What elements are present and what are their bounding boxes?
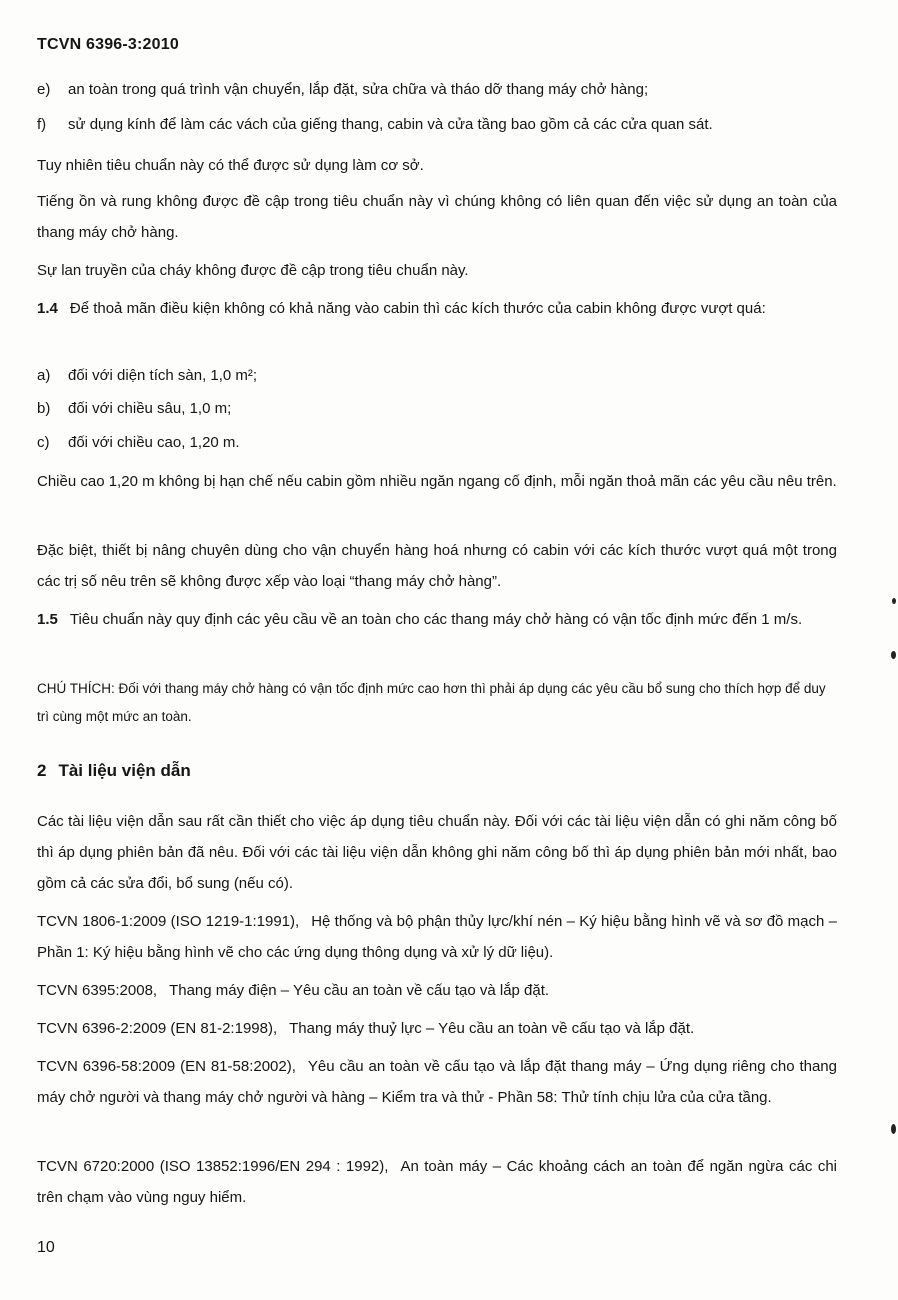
reference-item [37, 1013, 837, 1044]
reference-title: Thang máy thuỷ lực – Yêu cầu an toàn về cấu tạo và lắp đặt. [289, 1020, 695, 1037]
reference-item [37, 906, 837, 968]
reference-item [37, 1051, 837, 1113]
list-item-text: an toàn trong quá trình vận chuyển, lắp đặt, sửa chữa và tháo dỡ thang máy chở hàng; [68, 81, 649, 98]
list-item-text: đối với diện tích sàn, 1,0 m²; [68, 367, 258, 384]
list-item-e [37, 78, 648, 102]
clause-number: 1.5 [37, 611, 58, 628]
list-item-b [37, 397, 231, 421]
section-title: Tài liệu viện dẫn [58, 761, 191, 780]
paragraph-noise: Tiếng ồn và rung không được đề cập trong tiêu chuẩn này vì chúng không có liên quan đến việc sử dụng an toàn của thang máy chở hàng. [37, 193, 837, 241]
clause-number: 1.4 [37, 300, 58, 317]
section-number: 2 [37, 761, 47, 780]
reference-item [37, 975, 837, 1006]
reference-code: TCVN 6720:2000 (ISO 13852:1996/EN 294 : 1992), [37, 1158, 389, 1175]
clause-1-4 [37, 293, 837, 324]
section-heading [37, 761, 191, 781]
standard-code-header: TCVN 6396-3:2010 [37, 36, 179, 53]
clause-text: Tiêu chuẩn này quy định các yêu cầu về an toàn cho các thang máy chở hàng có vận tốc định mức đến 1 m/s. [69, 611, 803, 628]
list-item-label: e) [37, 81, 51, 98]
page-number: 10 [37, 1239, 55, 1256]
paragraph-fire: Sự lan truyền của cháy không được đề cập trong tiêu chuẩn này. [37, 262, 469, 279]
list-item-label: c) [37, 434, 50, 451]
reference-title: An toàn máy – Các khoảng cách an toàn để ngăn ngừa các chi trên chạm vào vùng nguy hiểm. [37, 1158, 837, 1206]
list-item-label: f) [37, 116, 47, 133]
scan-speck [891, 651, 896, 659]
scan-speck [892, 598, 896, 604]
list-item-label: a) [37, 367, 51, 384]
list-item-text: đối với chiều sâu, 1,0 m; [68, 400, 232, 417]
list-item-a [37, 364, 257, 388]
clause-text: Để thoả mãn điều kiện không có khả năng vào cabin thì các kích thước của cabin không được vượt quá: [69, 300, 766, 317]
list-item-label: b) [37, 400, 51, 417]
note-chu-thich: CHÚ THÍCH: Đối với thang máy chở hàng có vận tốc định mức cao hơn thì phải áp dụng các yêu cầu bổ sung cho thích hợp để duy trì cùng một mức an toàn. [37, 681, 826, 724]
reference-item [37, 1151, 837, 1213]
list-item-text: sử dụng kính để làm các vách của giếng thang, cabin và cửa tầng bao gồm cả các cửa quan sát. [68, 116, 713, 133]
paragraph-height-exception: Chiều cao 1,20 m không bị hạn chế nếu cabin gồm nhiều ngăn ngang cố định, mỗi ngăn thoả mãn các yêu cầu nêu trên. [37, 473, 837, 490]
reference-title: Hệ thống và bộ phận thủy lực/khí nén – Ký hiệu bằng hình vẽ và sơ đồ mạch – Phần 1: Ký hiệu bằng hình vẽ cho các ứng dụng thông dụng và xử lý dữ liệu). [37, 913, 837, 961]
reference-title: Yêu cầu an toàn về cấu tạo và lắp đặt thang máy – Ứng dụng riêng cho thang máy chở người và thang máy chở người và hàng – Kiểm tra và thử - Phần 58: Thử tính chịu lửa của cửa tầng. [37, 1058, 837, 1106]
reference-code: TCVN 6396-58:2009 (EN 81-58:2002), [37, 1058, 296, 1075]
reference-code: TCVN 6396-2:2009 (EN 81-2:1998), [37, 1020, 278, 1037]
clause-1-5 [37, 604, 837, 635]
section-intro: Các tài liệu viện dẫn sau rất cần thiết cho việc áp dụng tiêu chuẩn này. Đối với các tài liệu viện dẫn có ghi năm công bố thì áp dụng phiên bản đã nêu. Đối với các tài liệu viện dẫn không ghi năm công bố thì áp dụng phiên bản mới nhất, bao gồm cả các sửa đổi, bổ sung (nếu có). [37, 813, 837, 892]
paragraph-however: Tuy nhiên tiêu chuẩn này có thể được sử dụng làm cơ sở. [37, 157, 424, 174]
scan-speck [891, 1124, 896, 1134]
list-item-c [37, 431, 240, 455]
reference-title: Thang máy điện – Yêu cầu an toàn về cấu tạo và lắp đặt. [169, 982, 550, 999]
reference-code: TCVN 1806-1:2009 (ISO 1219-1:1991), [37, 913, 300, 930]
reference-code: TCVN 6395:2008, [37, 982, 158, 999]
paragraph-special-case: Đặc biệt, thiết bị nâng chuyên dùng cho vận chuyển hàng hoá nhưng có cabin với các kích thước vượt quá một trong các trị số nêu trên sẽ không được xếp vào loại “thang máy chở hàng”. [37, 542, 837, 590]
list-item-text: đối với chiều cao, 1,20 m. [68, 434, 240, 451]
list-item-f [37, 113, 713, 137]
